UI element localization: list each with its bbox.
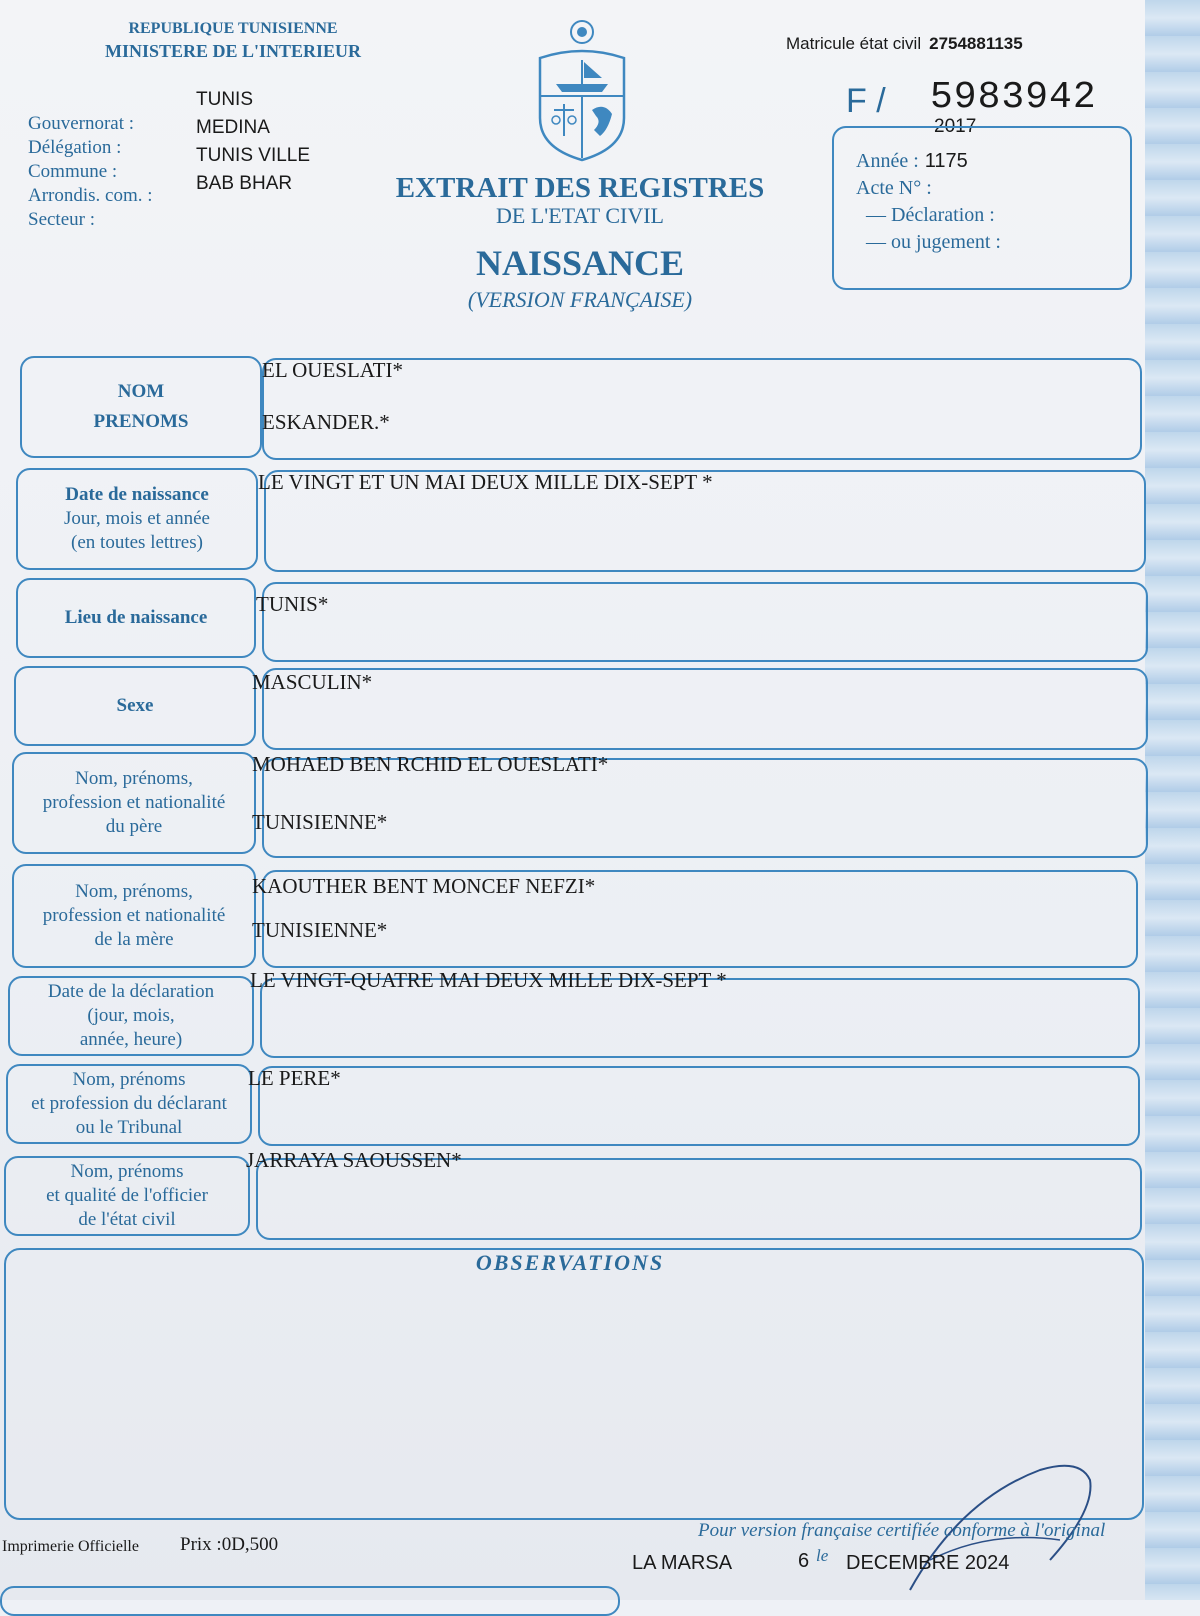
secteur-label: Secteur : — [28, 209, 96, 230]
ministry-header — [98, 18, 368, 62]
declaration-label-2: (jour, mois, — [87, 1005, 175, 1026]
admin-labels — [28, 112, 153, 232]
date-naissance-label: Date de naissance — [65, 484, 209, 505]
date-naissance-sublabel-1: Jour, mois et année — [64, 508, 210, 529]
issue-place: LA MARSA — [632, 1552, 733, 1574]
declarant-label-1: Nom, prénoms — [72, 1069, 186, 1090]
delegation-value: MEDINA — [196, 117, 270, 138]
title-naissance: NAISSANCE — [475, 243, 685, 283]
arrondissement-label: Arrondis. com. : — [28, 185, 153, 206]
document-title — [380, 172, 780, 312]
serial-prefix: F / — [846, 82, 886, 120]
issue-day-suffix: le — [816, 1546, 829, 1565]
commune-label: Commune : — [28, 161, 118, 182]
issue-day: 6 — [798, 1550, 810, 1572]
prenoms-label: PRENOMS — [93, 411, 189, 432]
declarant-value: LE PERE* — [248, 1066, 341, 1090]
nom-prenoms-label-box — [20, 356, 262, 458]
note-box — [0, 1586, 620, 1616]
declaration-label-box — [8, 976, 254, 1056]
mere-label-3: de la mère — [94, 929, 174, 950]
sexe-value: MASCULIN* — [252, 670, 373, 694]
pere-nationality-value: TUNISIENNE* — [252, 810, 388, 834]
sexe-label: Sexe — [116, 695, 154, 716]
pere-label-box — [12, 752, 256, 854]
pere-label-2: profession et nationalité — [42, 792, 226, 813]
declaration-value: LE VINGT-QUATRE MAI DEUX MILLE DIX-SEPT * — [250, 968, 727, 992]
mere-label-box — [12, 864, 256, 968]
matricule-label: Matricule état civil — [786, 34, 922, 53]
mere-name-value: KAOUTHER BENT MONCEF NEFZI* — [252, 874, 596, 898]
acte-number-label: Acte N° : — [856, 177, 932, 199]
sexe-label-box — [14, 666, 256, 746]
officier-label-1: Nom, prénoms — [70, 1161, 184, 1182]
declarant-label-box — [6, 1064, 252, 1144]
gouvernorat-label: Gouvernorat : — [28, 113, 135, 134]
nom-value: EL OUESLATI* — [262, 358, 403, 382]
imprimerie-text: Imprimerie Officielle — [2, 1538, 139, 1555]
title-version: (VERSION FRANÇAISE) — [467, 287, 693, 312]
mere-nationality-value: TUNISIENNE* — [252, 918, 388, 942]
mere-label-2: profession et nationalité — [42, 905, 226, 926]
title-line-2: DE L'ETAT CIVIL — [496, 203, 664, 228]
certification-text: Pour version française certifiée conforme à l'original — [698, 1520, 1106, 1541]
sexe-value-box — [262, 668, 1148, 750]
lieu-naissance-value-box — [262, 582, 1148, 662]
lieu-naissance-label-box — [16, 578, 256, 658]
date-naissance-label-box — [16, 468, 258, 570]
gouvernorat-value: TUNIS — [196, 89, 253, 110]
pere-label-1: Nom, prénoms, — [75, 768, 193, 789]
lieu-naissance-label: Lieu de naissance — [64, 607, 208, 628]
nom-label: NOM — [117, 381, 165, 402]
declaration-label-1: Date de la déclaration — [47, 981, 215, 1002]
arrondissement-value: BAB BHAR — [196, 173, 293, 194]
officier-label-3: de l'état civil — [78, 1209, 176, 1230]
coat-of-arms-icon — [532, 18, 632, 163]
ministry-name: MINISTERE DE L'INTERIEUR — [104, 41, 362, 61]
declarant-label-3: ou le Tribunal — [75, 1117, 183, 1138]
acte-details — [856, 148, 1001, 256]
declaration-type-label: — Déclaration : — [866, 204, 995, 226]
officier-value: JARRAYA SAOUSSEN* — [246, 1148, 462, 1172]
delegation-label: Délégation : — [28, 137, 122, 158]
security-border — [1145, 0, 1200, 1600]
pere-label-3: du père — [105, 816, 163, 837]
jugement-type-label: — ou jugement : — [866, 231, 1001, 253]
officier-label-box — [4, 1156, 250, 1236]
annee-label: Année : — [856, 150, 919, 172]
serial-number: 5983942 — [930, 76, 1097, 119]
serial-year: 2017 — [934, 116, 977, 137]
admin-values — [196, 86, 310, 198]
officier-label-2: et qualité de l'officier — [46, 1185, 208, 1206]
declarant-value-box — [258, 1066, 1140, 1146]
declarant-label-2: et profession du déclarant — [31, 1093, 227, 1114]
annee-value: 1175 — [924, 150, 968, 172]
country-name: REPUBLIQUE TUNISIENNE — [128, 20, 338, 37]
matricule-value: 2754881135 — [929, 34, 1023, 53]
prix-text: Prix :0D,500 — [180, 1534, 279, 1555]
date-naissance-value: LE VINGT ET UN MAI DEUX MILLE DIX-SEPT * — [258, 470, 713, 494]
mere-label-1: Nom, prénoms, — [75, 881, 193, 902]
matricule — [786, 34, 1023, 54]
prenoms-value: ESKANDER.* — [262, 410, 390, 434]
date-naissance-sublabel-2: (en toutes lettres) — [71, 532, 203, 553]
declaration-label-3: année, heure) — [79, 1029, 183, 1050]
observations-title: OBSERVATIONS — [475, 1250, 665, 1275]
commune-value: TUNIS VILLE — [196, 145, 311, 166]
pere-name-value: MOHAED BEN RCHID EL OUESLATI* — [252, 752, 609, 776]
issue-month-year: DECEMBRE 2024 — [846, 1552, 1010, 1574]
title-line-1: EXTRAIT DES REGISTRES — [395, 172, 765, 204]
lieu-naissance-value: TUNIS* — [256, 592, 329, 616]
